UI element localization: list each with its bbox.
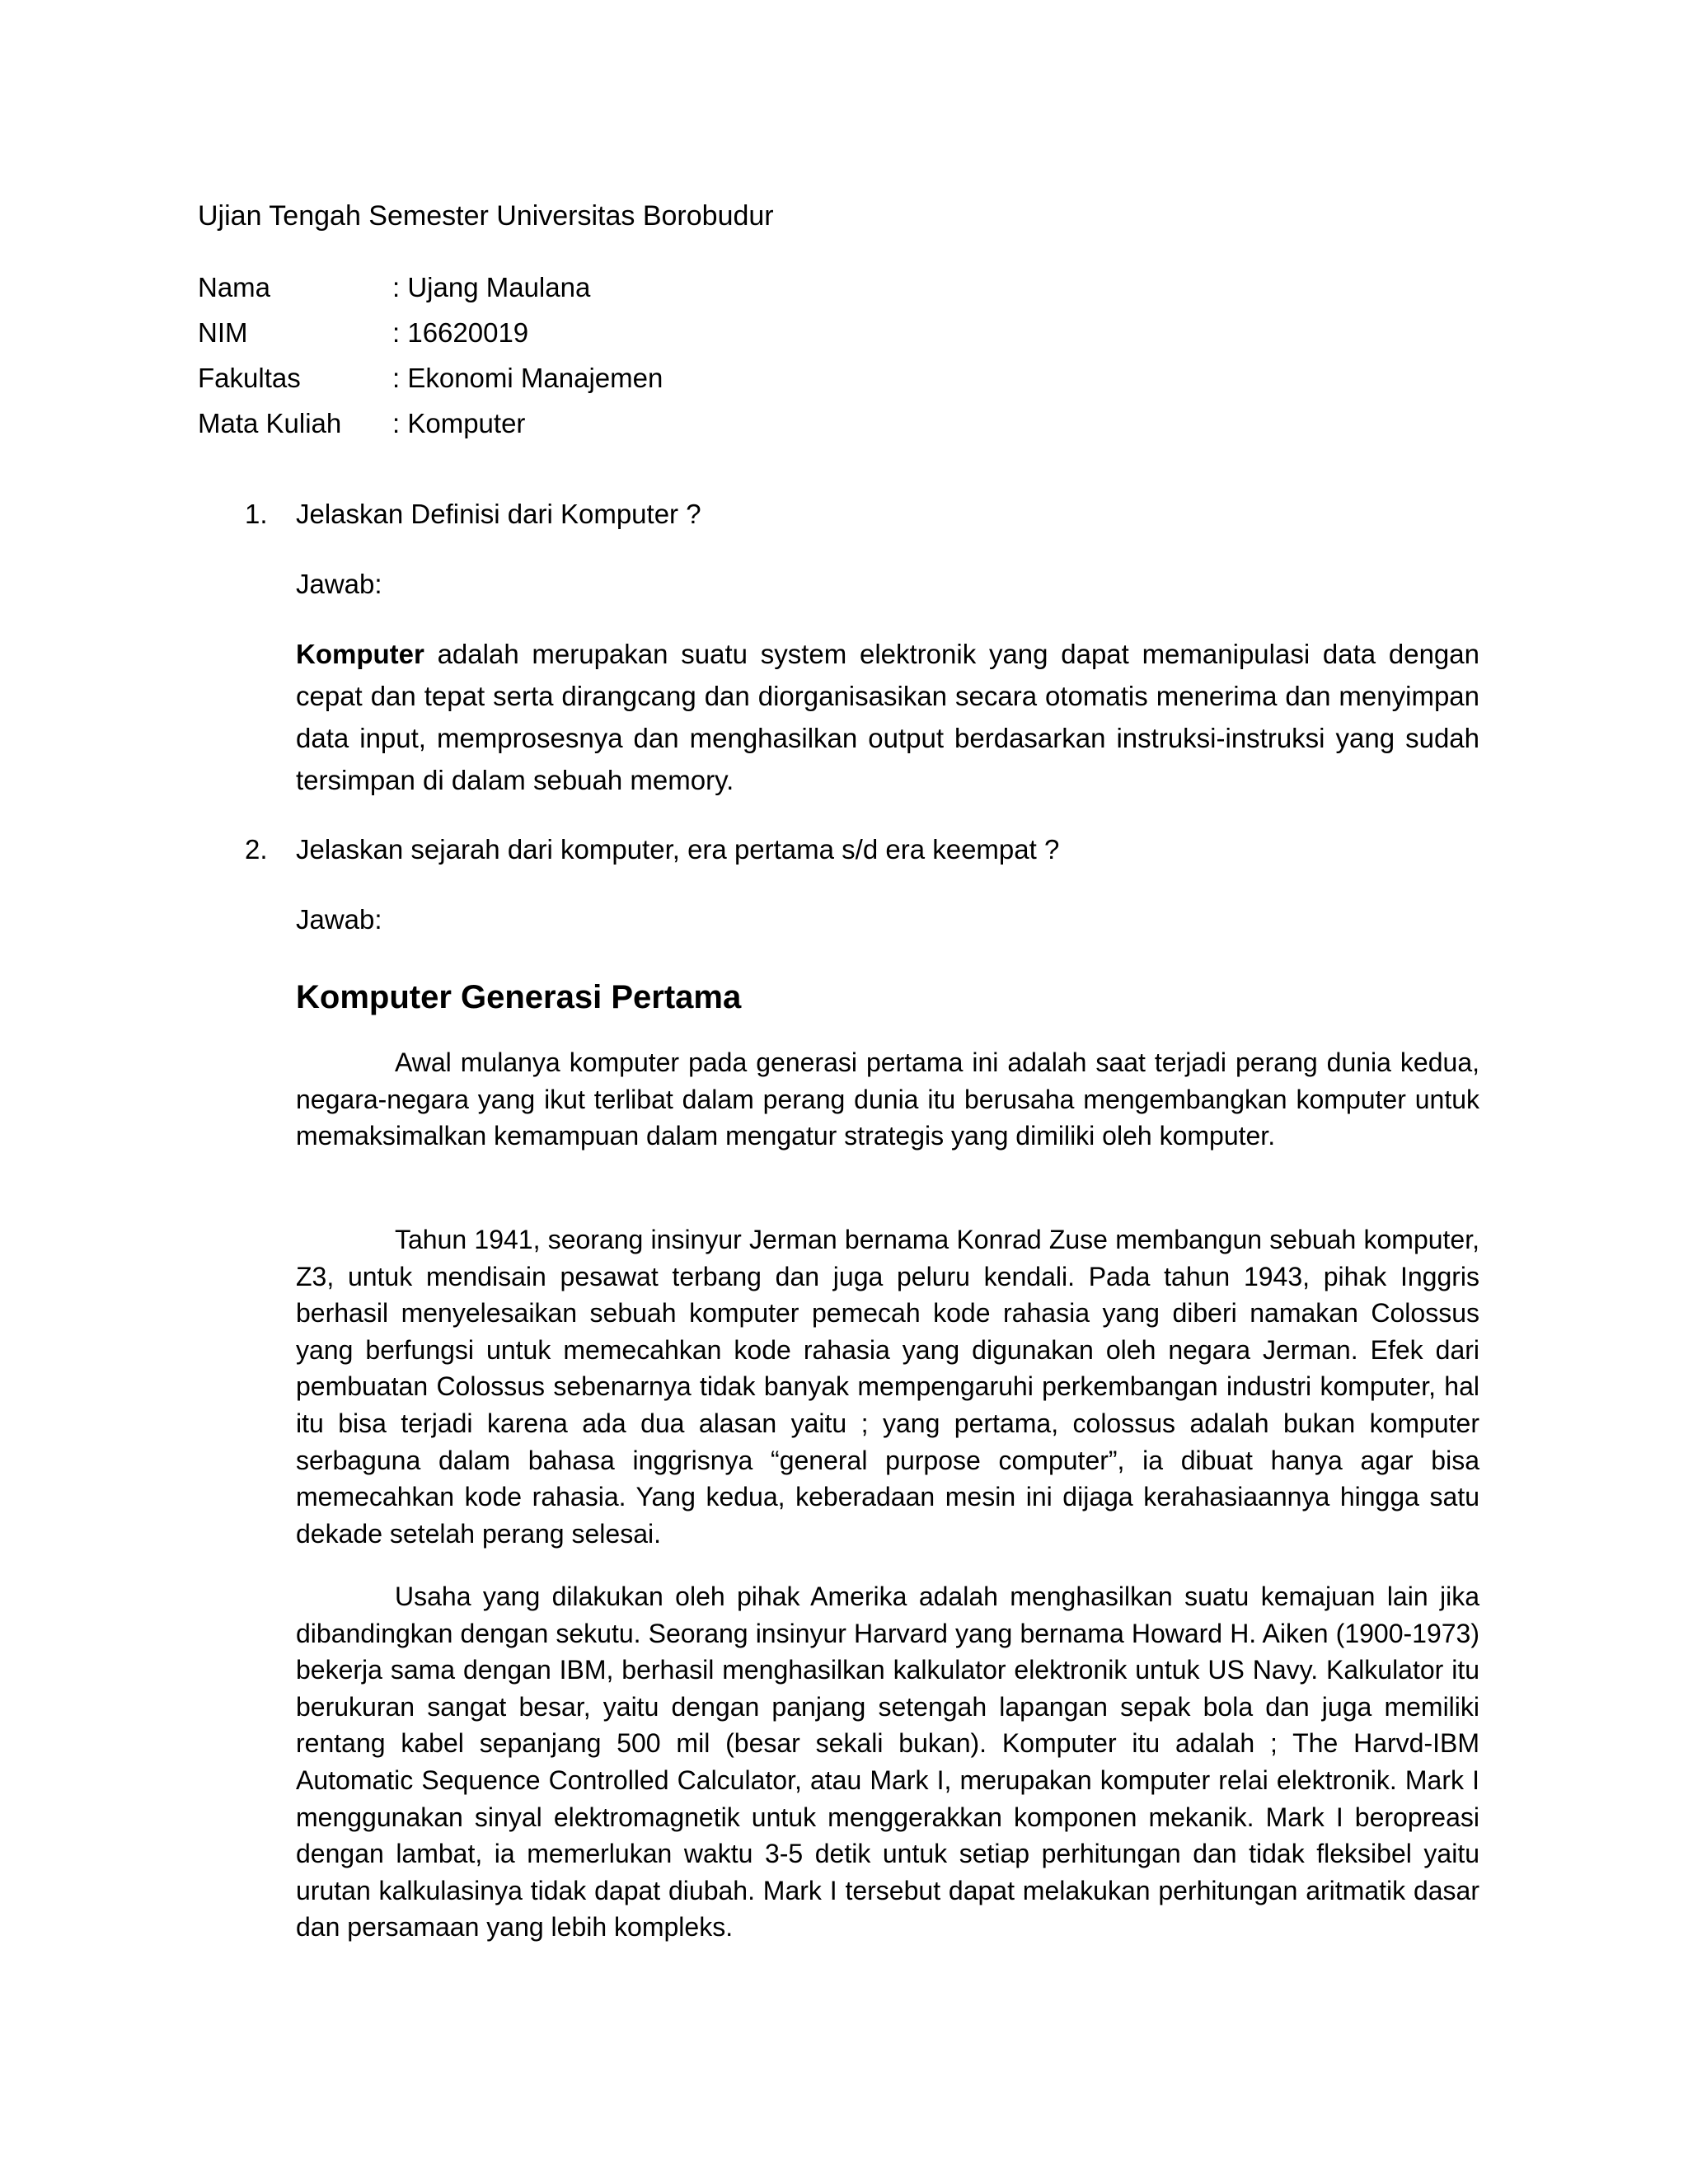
answer-label: Jawab: xyxy=(296,569,382,599)
section-heading: Komputer Generasi Pertama xyxy=(296,979,742,1015)
info-row-nim xyxy=(198,314,528,352)
info-row-mata-kuliah xyxy=(198,405,525,443)
info-value: : 16620019 xyxy=(392,317,529,348)
question-text: Jelaskan sejarah dari komputer, era pertama s/d era keempat ? xyxy=(296,834,1060,865)
info-label: Nama xyxy=(198,272,271,302)
info-label: Mata Kuliah xyxy=(198,408,342,438)
body-paragraph: Tahun 1941, seorang insinyur Jerman bernama Konrad Zuse membangun sebuah komputer, Z3, untuk mendisain pesawat terbang dan juga peluru kendali. Pada tahun 1943, pihak Inggris berhasil menyelesaikan sebuah komputer pemecah kode rahasia yang diberi namakan Colossus yang berfungsi untuk memecahkan kode rahasia yang digunakan oleh negara Jerman. Efek dari pembuatan Colossus sebenarnya tidak banyak mempengaruhi perkembangan industri komputer, hal itu bisa terjadi karena ada dua alasan yaitu ; yang pertama, colossus adalah bukan komputer serbaguna dalam bahasa inggrisnya “general purpose computer”, ia dibuat hanya agar bisa memecahkan kode rahasia. Yang kedua, keberadaan mesin ini dijaga kerahasiaannya hingga satu dekade setelah perang selesai. xyxy=(296,1225,1479,1549)
question-number: 2. xyxy=(245,834,268,865)
answer-label: Jawab: xyxy=(296,904,382,935)
info-label: Fakultas xyxy=(198,363,301,393)
info-value: : Ekonomi Manajemen xyxy=(392,363,663,393)
definition-term: Komputer xyxy=(296,639,424,669)
question-text: Jelaskan Definisi dari Komputer ? xyxy=(296,499,701,529)
info-row-nama xyxy=(198,269,590,307)
question-number: 1. xyxy=(245,499,268,529)
info-label: NIM xyxy=(198,317,248,348)
info-row-fakultas xyxy=(198,359,663,397)
body-paragraph: Awal mulanya komputer pada generasi pertama ini adalah saat terjadi perang dunia kedua, negara-negara yang ikut terlibat dalam perang dunia itu berusaha mengembangkan komputer untuk memaksimalkan kemampuan dalam mengatur strategis yang dimiliki oleh komputer. xyxy=(296,1047,1479,1151)
body-paragraph: Usaha yang dilakukan oleh pihak Amerika adalah menghasilkan suatu kemajuan lain jika dibandingkan dengan sekutu. Seorang insinyur Harvard yang bernama Howard H. Aiken (1900-1973) bekerja sama dengan IBM, berhasil menghasilkan kalkulator elektronik untuk US Navy. Kalkulator itu berukuran sangat besar, yaitu dengan panjang setengah lapangan sepak bola dan juga memiliki rentang kabel sepanjang 500 mil (besar sekali bukan). Komputer itu adalah ; The Harvd-IBM Automatic Sequence Controlled Calculator, atau Mark I, merupakan komputer relai elektronik. Mark I menggunakan sinyal elektromagnetik untuk menggerakkan komponen mekanik. Mark I beropreasi dengan lambat, ia memerlukan waktu 3-5 detik untuk setiap perhitungan dan tidak fleksibel yaitu urutan kalkulasinya tidak dapat diubah. Mark I tersebut dapat melakukan perhitungan aritmatik dasar dan persamaan yang lebih kompleks. xyxy=(296,1582,1479,1943)
info-value: : Komputer xyxy=(392,408,526,438)
info-value: : Ujang Maulana xyxy=(392,272,591,302)
definition-paragraph xyxy=(296,633,1479,801)
document-title: Ujian Tengah Semester Universitas Borobudur xyxy=(198,200,774,232)
definition-text: adalah merupakan suatu system elektronik yang dapat memanipulasi data dengan cepat dan tepat serta dirangcang dan diorganisasikan secara otomatis menerima dan menyimpan data input, memprosesnya dan menghasilkan output berdasarkan instruksi-instruksi yang sudah tersimpan di dalam sebuah memory. xyxy=(296,639,1479,795)
